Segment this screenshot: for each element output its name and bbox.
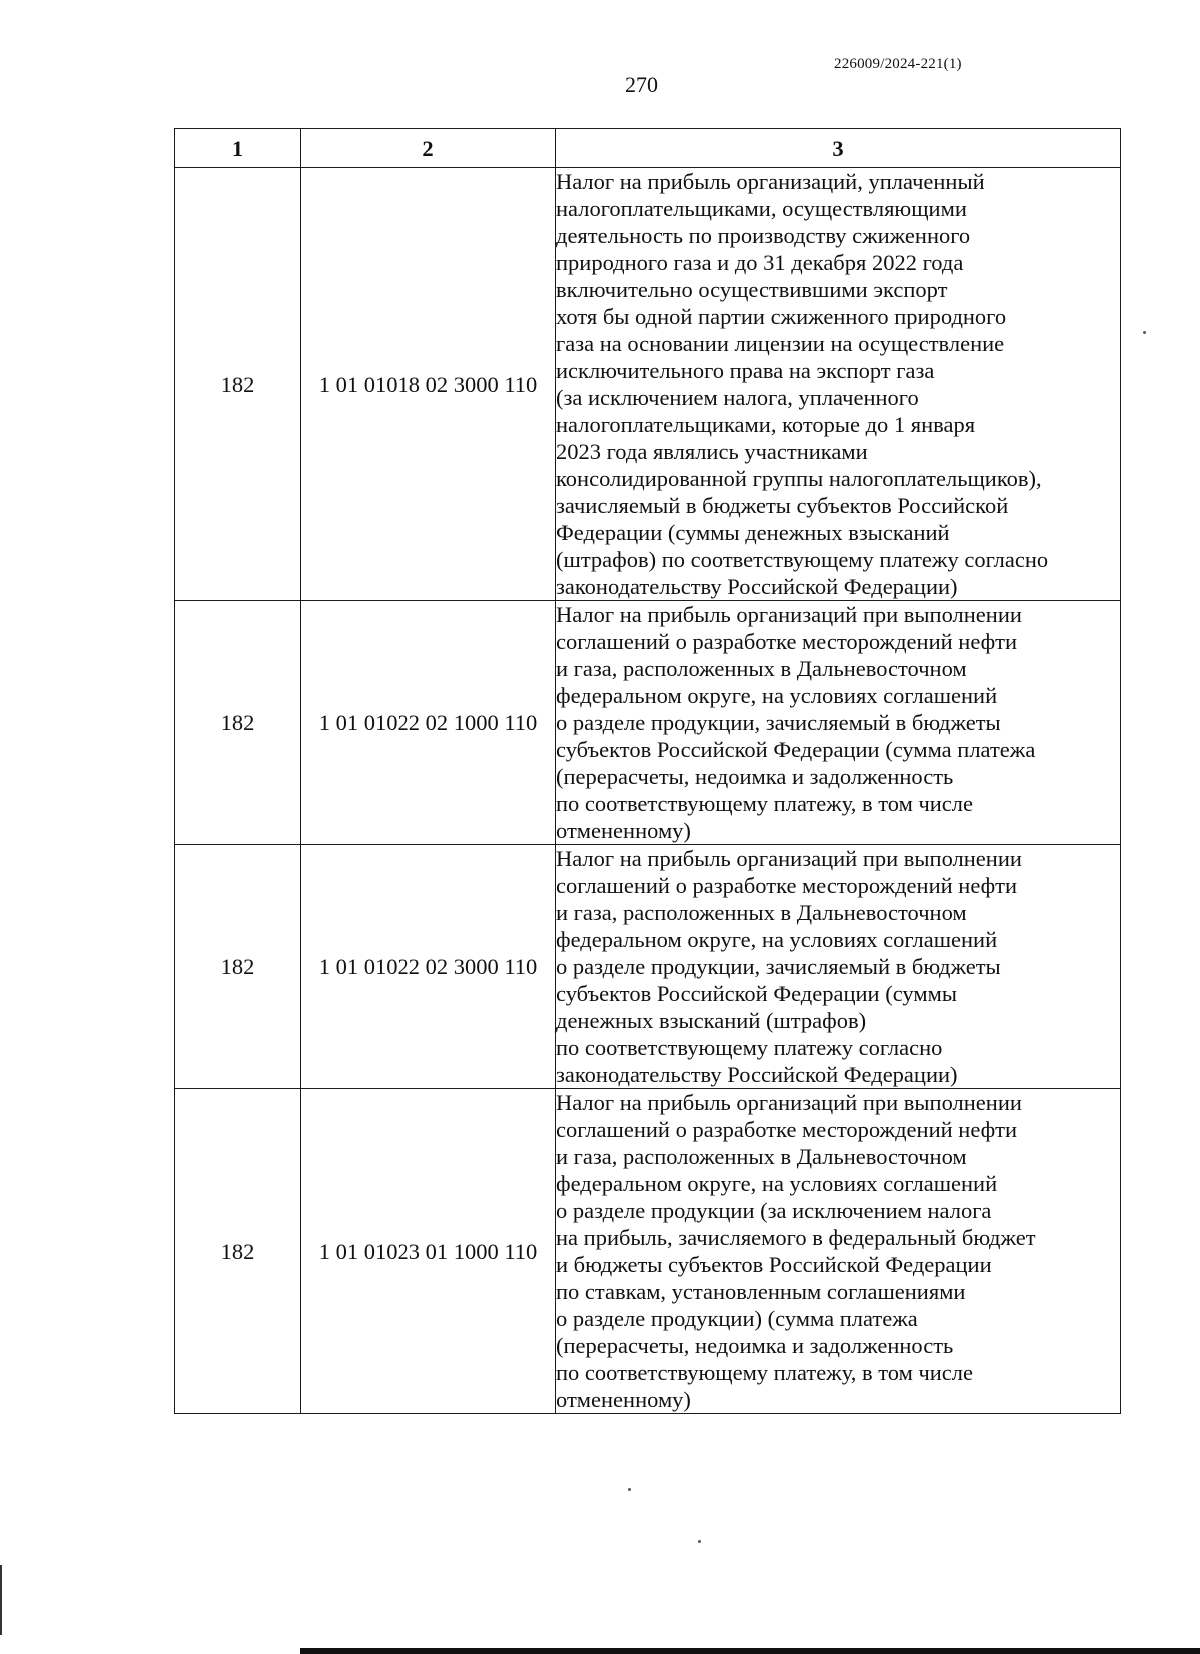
admin-code-cell: 182 — [175, 845, 301, 1089]
description-cell: Налог на прибыль организаций при выполнении соглашений о разработке месторождений нефти и газа, расположенных в Дальневосточном федеральном округе, на условиях соглашений о разделе продукции, зачисляемый в бюджеты субъектов Российской Федерации (суммы денежных взысканий (штрафов) по соответствующему платежу согласно законодательству Российской Федерации) — [556, 845, 1121, 1089]
document-id: 226009/2024-221(1) — [834, 56, 962, 72]
scan-speck — [628, 1488, 631, 1491]
budget-code-cell: 1 01 01018 02 3000 110 — [301, 168, 556, 601]
table-row — [175, 845, 1121, 1089]
admin-code-cell: 182 — [175, 601, 301, 845]
column-header-1: 1 — [175, 129, 301, 168]
description-cell: Налог на прибыль организаций при выполнении соглашений о разработке месторождений нефти и газа, расположенных в Дальневосточном федеральном округе, на условиях соглашений о разделе продукции (за исключением налога на прибыль, зачисляемого в федеральный бюджет и бюджеты субъектов Российской Федерации по ставкам, установленным соглашениями о разделе продукции) (сумма платежа (перерасчеты, недоимка и задолженность по соответствующему платежу, в том числе отмененному) — [556, 1089, 1121, 1414]
table-row — [175, 168, 1121, 601]
column-header-2: 2 — [301, 129, 556, 168]
table-header-row — [175, 129, 1121, 168]
scan-speck — [1143, 331, 1146, 334]
scan-edge-mark — [0, 1565, 2, 1635]
budget-code-cell: 1 01 01023 01 1000 110 — [301, 1089, 556, 1414]
column-header-3: 3 — [556, 129, 1121, 168]
budget-code-cell: 1 01 01022 02 1000 110 — [301, 601, 556, 845]
admin-code-cell: 182 — [175, 168, 301, 601]
scan-speck — [698, 1540, 701, 1543]
admin-code-cell: 182 — [175, 1089, 301, 1414]
table-row — [175, 1089, 1121, 1414]
table-row — [175, 601, 1121, 845]
budget-code-cell: 1 01 01022 02 3000 110 — [301, 845, 556, 1089]
description-cell: Налог на прибыль организаций при выполнении соглашений о разработке месторождений нефти и газа, расположенных в Дальневосточном федеральном округе, на условиях соглашений о разделе продукции, зачисляемый в бюджеты субъектов Российской Федерации (сумма платежа (перерасчеты, недоимка и задолженность по соответствующему платежу, в том числе отмененному) — [556, 601, 1121, 845]
scan-bottom-bar — [300, 1648, 1200, 1654]
description-cell: Налог на прибыль организаций, уплаченный налогоплательщиками, осуществляющими деятельность по производству сжиженного природного газа и до 31 декабря 2022 года включительно осуществившими экспорт хотя бы одной партии сжиженного природного газа на основании лицензии на осуществление исключительного права на экспорт газа (за исключением налога, уплаченного налогоплательщиками, которые до 1 января 2023 года являлись участниками консолидированной группы налогоплательщиков), зачисляемый в бюджеты субъектов Российской Федерации (суммы денежных взысканий (штрафов) по соответствующему платежу согласно законодательству Российской Федерации) — [556, 168, 1121, 601]
budget-classification-table — [174, 128, 1121, 1414]
page-number: 270 — [625, 72, 658, 97]
